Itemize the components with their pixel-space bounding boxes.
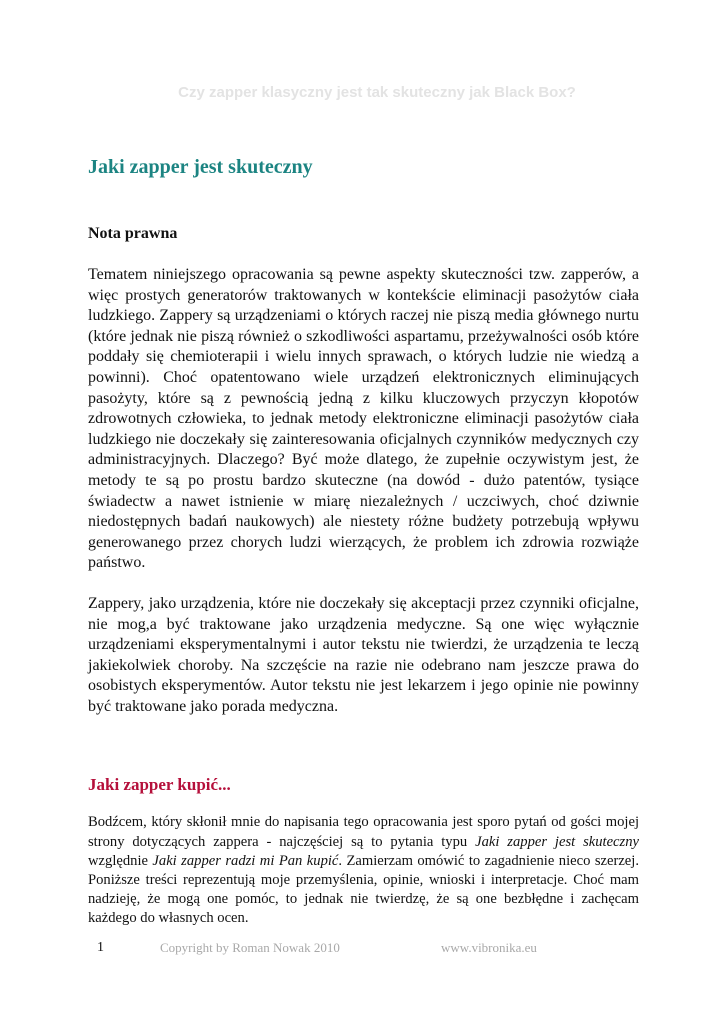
section-heading-effective-zapper: Jaki zapper jest skuteczny [88,156,313,178]
paragraph-legal-note-2: Zappery, jako urządzenia, które nie doczekały się akceptacji przez czynniki oficjalne, nie mog,a być traktowane jako urządzenia medyczne. Są one więc wyłącznie urządzeniami eksperymentalnymi i autor tekstu nie twierdzi, że urządzenia te leczą jakiekolwiek choroby. Na szczęście na razie nie odebrano nam jeszcze prawa do osobistych eksperymentów. Autor tekstu nie jest lekarzem i jego opinie nie powinny być traktowane jako porada medyczna. [88,594,639,715]
copyright-text: Copyright by Roman Nowak 2010 [160,940,340,955]
paragraph-which-zapper [88,813,639,928]
running-header: Czy zapper klasyczny jest tak skuteczny jak Black Box? [178,84,576,101]
subheading-legal-note: Nota prawna [88,225,178,242]
italic-question-2: Jaki zapper radzi mi Pan kupić [152,852,339,869]
page-content [88,156,639,929]
section-heading-which-zapper-to-buy: Jaki zapper kupić... [88,775,231,795]
paragraph-text: względnie [88,852,153,869]
paragraph-legal-note-1: Tematem niniejszego opracowania są pewne aspekty skuteczności tzw. zapperów, a więc prostych generatorów traktowanych w kontekście eliminacji pasożytów ciała ludzkiego. Zappery są urządzeniami o których raczej nie piszą media głównego nurtu (które jednak nie piszą również o szkodliwości aspartamu, przeżywalności osób które poddały się chemioterapii i wielu innych sprawach, o których ludzie nie wiedzą a powinni). Choć opatentowano wiele urządzeń elektronicznych eliminujących pasożyty, które są z pewnością jedną z kilku kluczowych przyczyn kłopotów zdrowotnych człowieka, to jednak metody elektroniczne eliminacji pasożytów ciała ludzkiego nie doczekały się zainteresowania oficjalnych czynników medycznych czy administracyjnych. Dlaczego? Być może dlatego, że zupełnie oczywistym jest, że metody te są po prostu bardzo skuteczne (na dowód - dużo patentów, tysiące świadectw a nawet istnienie w miarę niezależnych / uczciwych, choć dziwnie niedostępnych badań naukowych) ale niestety różne budżety potrzebują wpływu generowanego przez chorych ludzi wierzących, że problem ich zdrowia rozwiąże państwo. [88,266,639,572]
italic-question-1: Jaki zapper jest skuteczny [475,833,639,850]
paragraph-text: Bodźcem, który skłonił mnie do napisania tego opracowania jest sporo pytań od gości mojej strony dotyczących zappera - najczęściej są to pytania typu [88,814,639,850]
paragraph-text: . Zamierzam omówić to zagadnienie nieco szerzej. Poniższe treści reprezentują moje przemyślenia, opinie, wnioski i interpretacje. Choć mam nadzieję, że mogą one pomóc, to jednak nie twierdzę, że są one bezbłędne i zachęcam każdego do własnych ocen. [88,852,639,927]
page-number: 1 [97,940,104,955]
website-link[interactable]: www.vibronika.eu [441,940,537,955]
